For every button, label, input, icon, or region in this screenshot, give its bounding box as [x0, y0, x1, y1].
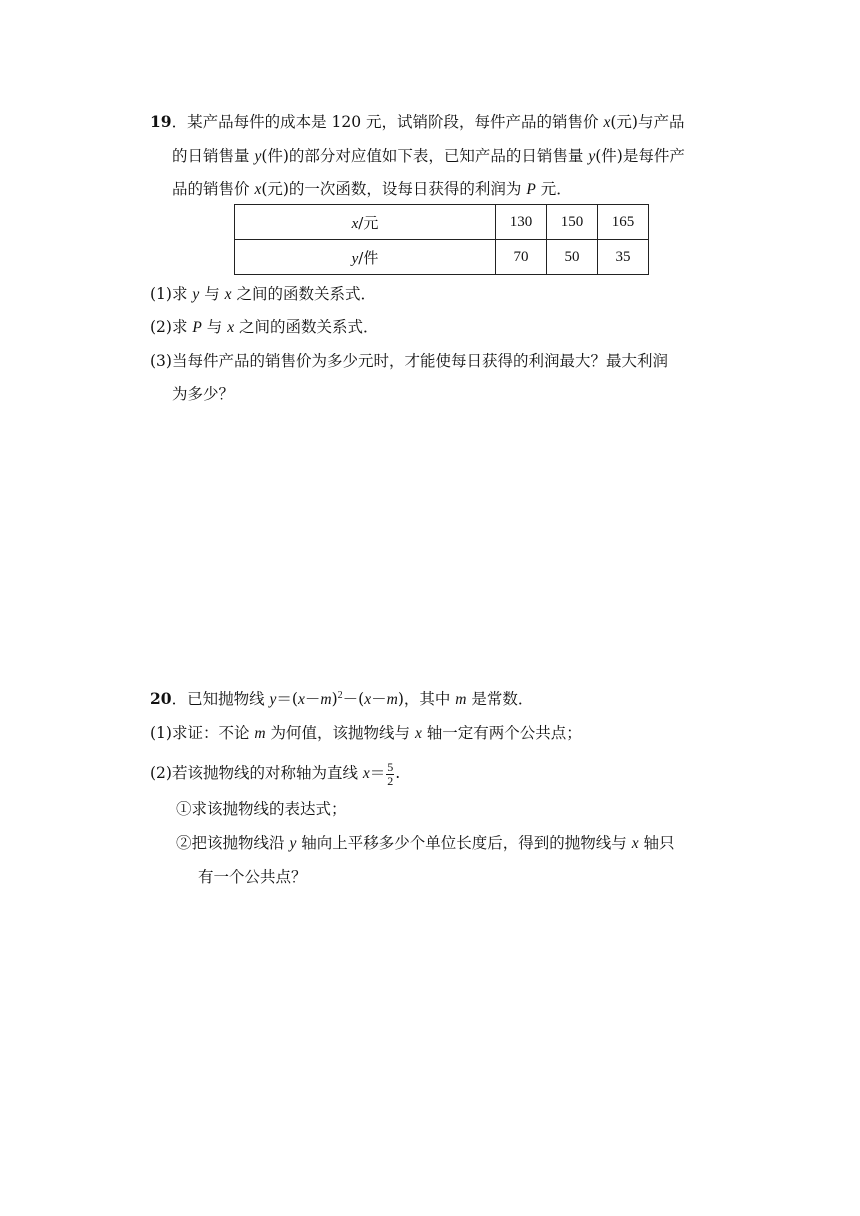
var-y: y: [269, 691, 277, 708]
var-p: P: [192, 319, 202, 336]
q19-line-1: [150, 112, 684, 133]
var-m: m: [386, 691, 398, 708]
table-header-cell: [235, 240, 496, 275]
var-y: y: [588, 148, 596, 165]
part-text: 轴只: [638, 834, 675, 852]
math-symbol: ＝: [369, 764, 386, 782]
var-x: x: [631, 835, 639, 852]
var-p: P: [526, 181, 536, 198]
q20-number: 20: [150, 689, 172, 708]
math-symbol: －: [304, 690, 321, 708]
part-text: 为何值，该抛物线与: [265, 724, 415, 742]
table-cell: 50: [547, 240, 598, 275]
table-cell: 150: [547, 205, 598, 240]
fraction-denominator: 2: [387, 773, 394, 788]
var-y: y: [289, 835, 297, 852]
part-text: .: [395, 764, 401, 782]
q20-sub-2: [176, 833, 675, 854]
table-cell: 165: [598, 205, 649, 240]
q19-part-3: (3)当每件产品的销售价为多少元时，才能使每日获得的利润最大？最大利润: [150, 352, 668, 370]
math-symbol: －: [371, 690, 387, 708]
unit-label: /件: [358, 248, 379, 267]
var-x: x: [224, 286, 232, 303]
q19-text: (元)与产品: [610, 113, 685, 131]
q19-text: (件)是每件产: [595, 147, 685, 165]
q19-line-2: [172, 146, 685, 167]
unit-label: /元: [358, 213, 379, 232]
part-text: 轴向上平移多少个单位长度后，得到的抛物线与: [296, 834, 632, 852]
var-x: x: [254, 181, 262, 198]
table-cell: 130: [496, 205, 547, 240]
q19-text: (元)的一次函数，设每日获得的利润为: [261, 180, 527, 198]
q20-part-1: [150, 723, 582, 744]
part-text: (2)若该抛物线的对称轴为直线: [150, 764, 363, 782]
price-sales-table: [234, 204, 649, 275]
part-text: 轴一定有两个公共点；: [421, 724, 582, 742]
q19-part-3-cont: 为多少？: [172, 385, 235, 403]
table-cell: 70: [496, 240, 547, 275]
var-x: x: [364, 691, 372, 708]
var-y: y: [351, 250, 359, 267]
var-y: y: [192, 286, 200, 303]
fraction-numerator: 5: [387, 759, 394, 774]
var-y: y: [254, 148, 262, 165]
fraction: [386, 761, 394, 788]
q20-sub-2-cont: 有一个公共点？: [198, 868, 307, 886]
q20-sub-1: ①求该抛物线的表达式；: [176, 800, 347, 818]
q20-text: 是常数．: [466, 690, 534, 708]
var-x: x: [227, 319, 235, 336]
table-header-cell: [235, 205, 496, 240]
part-text: 之间的函数关系式．: [234, 318, 379, 336]
table-row: [235, 240, 649, 275]
part-text: (1)求: [150, 285, 193, 303]
q19-text: 品的销售价: [172, 180, 255, 198]
q19-text: (件)的部分对应值如下表，已知产品的日销售量: [261, 147, 589, 165]
var-m: m: [455, 691, 467, 708]
q20-text: ．已知抛物线: [171, 690, 270, 708]
q20-text: )，其中: [397, 690, 456, 708]
var-x: x: [297, 691, 305, 708]
var-m: m: [254, 725, 266, 742]
var-x: x: [414, 725, 422, 742]
math-symbol: ＝(: [276, 690, 298, 708]
q20-part-2: [150, 760, 400, 788]
part-text: (2)求: [150, 318, 193, 336]
table-row: [235, 205, 649, 240]
q19-text: 元．: [535, 180, 572, 198]
q19-text: ．某产品每件的成本是 120 元，试销阶段，每件产品的销售价: [171, 113, 604, 131]
part-text: 与: [201, 318, 228, 336]
part-text: (1)求证：不论: [150, 724, 255, 742]
q20-intro: [150, 689, 533, 710]
part-text: 与: [199, 285, 225, 303]
math-symbol: －(: [342, 690, 365, 708]
q19-line-3: [172, 179, 572, 200]
q19-part-1: [150, 284, 376, 305]
part-text: 之间的函数关系式．: [231, 285, 376, 303]
table-cell: 35: [598, 240, 649, 275]
var-m: m: [320, 691, 332, 708]
var-x: x: [362, 765, 370, 782]
math-symbol: ): [331, 690, 338, 708]
q19-number: 19: [150, 112, 172, 131]
var-x: x: [351, 215, 359, 232]
var-x: x: [603, 114, 611, 131]
part-text: ②把该抛物线沿: [176, 834, 290, 852]
q19-part-2: [150, 317, 379, 338]
exponent: 2: [337, 690, 343, 701]
q19-text: 的日销售量: [172, 147, 255, 165]
